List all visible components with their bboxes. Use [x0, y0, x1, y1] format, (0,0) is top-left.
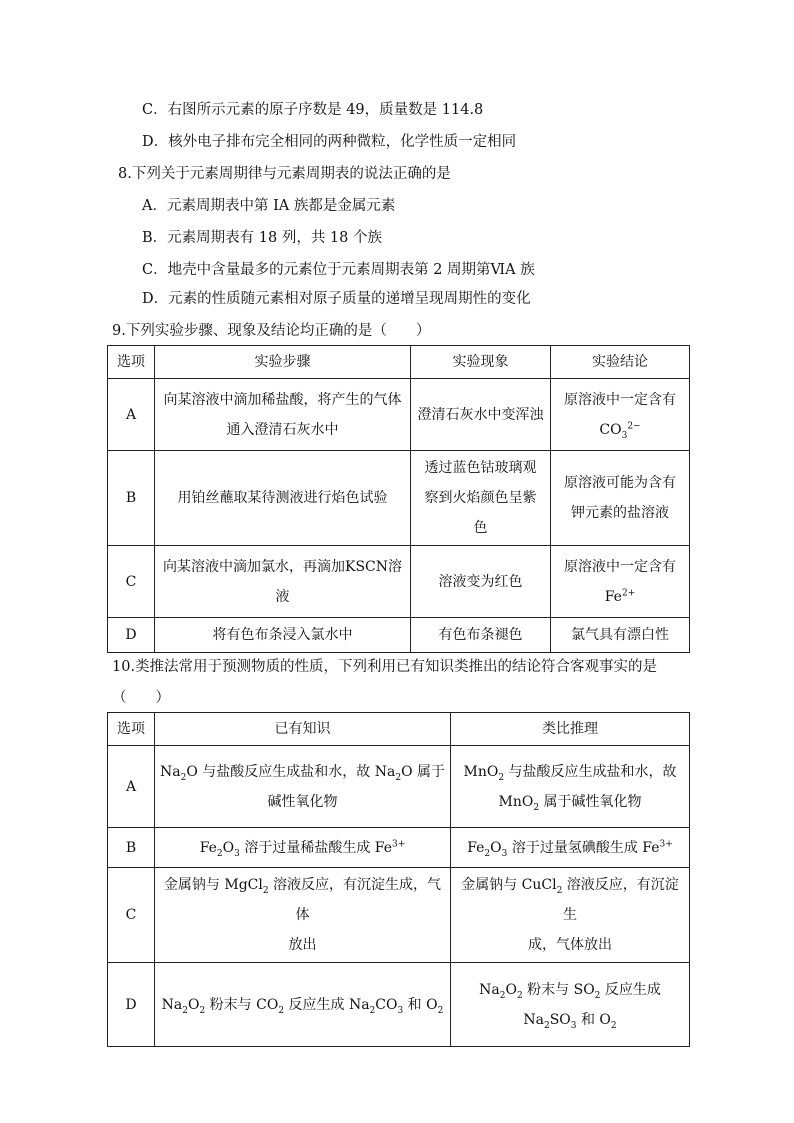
q10-table [107, 712, 690, 1047]
step-cell: 将有色布条浸入氯水中 [155, 618, 411, 653]
step-cell: 用铂丝蘸取某待测液进行焰色试验 [155, 451, 411, 546]
q10-stem: 10.类推法常用于预测物质的性质，下列利用已有知识类推出的结论符合客观事实的是 [112, 659, 658, 675]
observation-cell: 溶液变为红色 [411, 546, 551, 618]
q10-header-known: 已有知识 [155, 713, 451, 746]
option-label: C [108, 868, 155, 963]
q9-table [107, 345, 690, 653]
q7-option-c: C．右图所示元素的原子序数是 49，质量数是 114.8 [142, 102, 484, 118]
table-row [108, 546, 690, 618]
table-row [108, 451, 690, 546]
table-row [108, 963, 690, 1047]
q10-header-option: 选项 [108, 713, 155, 746]
q8-option-a: A．元素周期表中第 IA 族都是金属元素 [142, 198, 396, 214]
q8-option-c: C．地壳中含量最多的元素位于元素周期表第 2 周期第ⅥA 族 [142, 262, 535, 278]
q9-header-conclusion: 实验结论 [551, 346, 690, 379]
option-label: D [108, 963, 155, 1047]
step-cell: 向某溶液中滴加稀盐酸，将产生的气体 通入澄清石灰水中 [155, 379, 411, 451]
table-row [108, 868, 690, 963]
q7-option-d: D．核外电子排布完全相同的两种微粒，化学性质一定相同 [142, 134, 517, 150]
step-cell: 向某溶液中滴加氯水，再滴加KSCN溶 液 [155, 546, 411, 618]
option-label: D [108, 618, 155, 653]
option-label: A [108, 379, 155, 451]
analogy-cell: $Na_2O_2$ 粉末与 $SO_2$ 反应生成 $Na_2SO_3$ 和 $O_2$ [451, 963, 690, 1047]
analogy-cell: $Fe_2O_3$ 溶于过量氢碘酸生成 $Fe^{3+}$ [451, 828, 690, 868]
q9-header-option: 选项 [108, 346, 155, 379]
table-row [108, 618, 690, 653]
table-row [108, 746, 690, 828]
observation-cell: 有色布条褪色 [411, 618, 551, 653]
analogy-cell: 金属钠与 CuCl$_2$ 溶液反应，有沉淀生 成，气体放出 [451, 868, 690, 963]
knowledge-cell: $Fe_2O_3$ 溶于过量稀盐酸生成 $Fe^{3+}$ [155, 828, 451, 868]
q9-header-steps: 实验步骤 [155, 346, 411, 379]
option-label: B [108, 451, 155, 546]
option-label: B [108, 828, 155, 868]
table-row [108, 828, 690, 868]
conclusion-cell: 原溶液可能为含有 钾元素的盐溶液 [551, 451, 690, 546]
conclusion-cell: 氯气具有漂白性 [551, 618, 690, 653]
q10-blank: （ ） [112, 690, 170, 706]
q9-header-observation: 实验现象 [411, 346, 551, 379]
option-label: C [108, 546, 155, 618]
q8-option-d: D．元素的性质随元素相对原子质量的递增呈现周期性的变化 [142, 291, 531, 307]
q8-stem: 8.下列关于元素周期律与元素周期表的说法正确的是 [118, 166, 451, 182]
q10-header-analogy: 类比推理 [451, 713, 690, 746]
q8-option-b: B．元素周期表有 18 列，共 18 个族 [142, 230, 382, 246]
knowledge-cell: $Na_2O_2$ 粉末与 $CO_2$ 反应生成 $Na_2CO_3$ 和 $O_2$ [155, 963, 451, 1047]
analogy-cell: MnO$_2$ 与盐酸反应生成盐和水，故 MnO$_2$ 属于碱性氧化物 [451, 746, 690, 828]
conclusion-cell: 原溶液中一定含有 $Fe^{2+}$ [551, 546, 690, 618]
observation-cell: 透过蓝色钴玻璃观 察到火焰颜色呈紫 色 [411, 451, 551, 546]
knowledge-cell: $Na_2O$ 与盐酸反应生成盐和水，故 $Na_2O$ 属于 碱性氧化物 [155, 746, 451, 828]
observation-cell: 澄清石灰水中变浑浊 [411, 379, 551, 451]
q9-stem: 9.下列实验步骤、现象及结论均正确的是（ ） [112, 323, 431, 339]
option-label: A [108, 746, 155, 828]
knowledge-cell: 金属钠与 MgCl$_2$ 溶液反应，有沉淀生成，气体 放出 [155, 868, 451, 963]
table-row [108, 379, 690, 451]
conclusion-cell: 原溶液中一定含有 $CO_3^{2-}$ [551, 379, 690, 451]
